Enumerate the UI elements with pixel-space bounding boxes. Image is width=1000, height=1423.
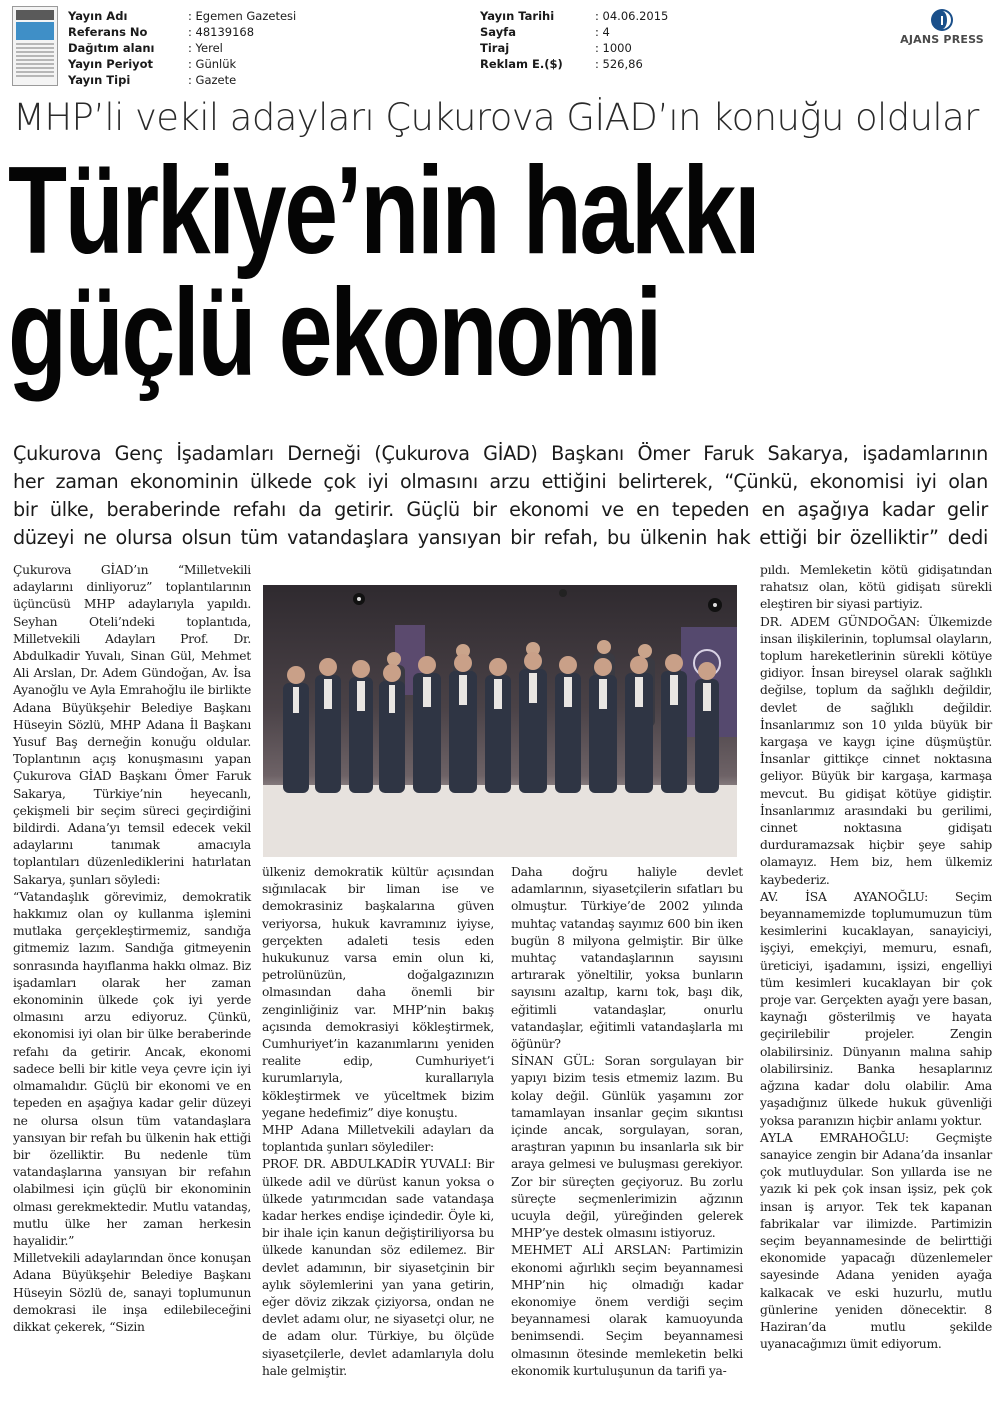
meta-label: Reklam E.($) xyxy=(480,57,563,71)
lead-line: bir ülke, beraberinde refahı da getirir. Güçlü bir ekonomi ve en tepeden en aşağıya kadar gelir xyxy=(13,498,988,521)
meta-value: : Günlük xyxy=(188,56,236,72)
meta-label: Yayın Tipi xyxy=(68,73,131,87)
body-paragraph: Çukurova GİAD’ın “Milletvekili adaylarını dinliyoruz” toplantılarının üçüncüsü MHP adaylarıyla yapıldı. Seyhan Oteli’ndeki toplantıda, Milletvekili Adayları Prof. Dr. Abdulkadir Yuvalı, Sinan Gül, Mehmet Ali Arslan, Dr. Adem Gündoğan, Av. İsa Ayanoğlu ve Ayla Emrahoğlu ile birlikte Adana Büyükşehir Belediye Başkanı Hüseyin Sözlü, MHP Adana İl Başkanı Yusuf Baş derneğin konuğu oldular. Toplantının açış konuşmasını yapan Çukurova GİAD Başkanı Ömer Faruk Sakarya, Türkiye’nin heyecanlı, çekişmeli bir seçim süreci geçirdiğini bildirdi. Adana’yı temsil edecek vekil adaylarını tanımak amacıyla toplantıları düzenlediklerini hatırlatan Sakarya, şunları söyledi: xyxy=(13,563,251,887)
body-paragraph: AV. İSA AYANOĞLU: Seçim beyannamemizde toplumumuzun tüm kesimlerini kucaklayan, sanayiciyi, işçiyi, emekçiyi, memuru, esnafı, üreticiyi, işadamını, işsizi, engelliyi tüm kesimleri kucaklayan bir çok proje var. Gerçekten ayağı yere basan, kaynağı gösterilmiş ve hayata geçirilebilir projeler. Zengin olabilirsiniz. Dünyanın malına sahip olabilirsiniz. Banka hesaplarınız ağzına kadar dolu olabilir. Ama yaşadığınız ülkede hukuk güvenliği yoksa paranızın hiçbir anlamı yoktur. xyxy=(760,889,992,1128)
meta-value: : Egemen Gazetesi xyxy=(188,8,296,24)
lead-line: Çukurova Genç İşadamları Derneği (Çukurova GİAD) Başkanı Ömer Faruk Sakarya, işadamlarının xyxy=(13,442,988,465)
body-paragraph: PROF. DR. ABDULKADİR YUVALI: Bir ülkede adil ve dürüst kanun yoksa o ülkede yatırımcıdan sade vatandaşa kadar herkes endişe içindedir. Öyle ki, bir ihale için kanun değiştiriliyorsa bu ülkede kanundan söz edilemez. Bir devlet adamının, bir siyasetçinin bir aylık söylemlerini yan yana getirin, eğer döviz zikzak çiziyorsa, ondan ne devlet adamı olur, ne siyasetçi olur, ne de adam olur. Türkiye, bu ölçüde siyasetçilerle, devlet adamlarıyla dolu hale gelmiştir. xyxy=(262,1157,494,1378)
article-kicker: MHP’li vekil adayları Çukurova GİAD’ın konuğu oldular xyxy=(13,96,979,139)
logo-brand-text: AJANS PRESS xyxy=(900,33,984,46)
headline-line-1: Türkiye’nin hakkı xyxy=(8,142,759,280)
headline-line-2: güçlü ekonomi xyxy=(8,264,661,402)
article-photo xyxy=(263,585,737,857)
lead-line: her zaman ekonominin ülkede çok iyi olmasını arzu ettiğini belirterek, “Çünkü, ekonomisi iyi olan xyxy=(13,470,988,493)
lead-line: düzeyi ne olursa olsun tüm vatandaşlara yansıyan bir refah, bu ülkenin hak ettiği bir özelliktir” dedi xyxy=(13,526,988,549)
meta-row-page xyxy=(480,24,668,40)
body-paragraph: pıldı. Memleketin kötü gidişatından rahatsız olan, kötü gidişatı sürekli eleştiren bir siyasi partiyiz. xyxy=(760,563,992,612)
page-thumbnail[interactable] xyxy=(12,6,58,86)
meta-row-period xyxy=(68,56,296,72)
meta-label: Sayfa xyxy=(480,25,516,39)
meta-label: Dağıtım alanı xyxy=(68,41,155,55)
body-column-4 xyxy=(760,562,992,1353)
metadata-right-column xyxy=(480,8,668,72)
meta-label: Referans No xyxy=(68,25,148,39)
body-column-2 xyxy=(262,864,494,1380)
ajans-press-logo xyxy=(892,8,992,52)
body-paragraph: ülkeniz demokratik kültür açısından sığınılacak bir liman ise ve demokrasiniz başkalarına güven veriyorsa, hukuk kavramınız iyiyse, gerçekten adaleti tesis eden hukukunuz varsa emin olun ki, petrolünüzün, doğalgazınızın olmasından daha önemli bir zenginliğiniz var. MHP’nin bakış açısında demokrasiyi kökleştirmek, Cumhuriyet’in kazanımlarını yeniden realite edip, Cumhuriyet’i kurumlarıyla, kurallarıyla kökleştirmek ve yüceltmek bizim yegane hedefimiz” diye konuştu. xyxy=(262,865,494,1120)
meta-label: Yayın Tarihi xyxy=(480,9,555,23)
body-paragraph: MHP Adana Milletvekili adayları da toplantıda şunları söylediler: xyxy=(262,1123,494,1155)
body-paragraph: SİNAN GÜL: Soran sorgulayan bir yapıyı bizim tesis etmemiz lazım. Bu kolay değil. Günlük yaşamını zor tamamlayan insanlar geçim sıkıntısı içinde ancak, sorgulayan, soran, araştıran yapının bu insanlarla sık bir araya gelmesi ve buluşması gerekiyor. Zor bir süreçten geçiyoruz. Bu zorlu süreçte seçmenlerimizin ağzının ucuyla değil, yüreğinden gelerek MHP’ye destek olmasını istiyoruz. xyxy=(511,1054,743,1241)
body-paragraph: AYLA EMRAHOĞLU: Geçmişte sanayice zengin bir Adana’da insanlar çok mutluydular. Son yıllarda ise ne yazık ki pek çok insan işsiz, pek çok insan iş arıyor. Tek tek kapanan fabrikalar var ilimizde. Partimizin seçim beyannamesinde de belirttiği ekonomide yapacağı düzenlemeler sayesinde Adana yeniden ayağa kalkacak ve eski huzurlu, mutlu günlerine yeniden dönecektir. 8 Haziran’da mutlu şekilde uyanacağımızı ümit ediyorum. xyxy=(760,1130,992,1352)
body-paragraph: Daha doğru haliyle devlet adamlarının, siyasetçilerin sıfatları bu olmuştur. Türkiye’de 2002 yılında muhtaç vatandaş sayımız 600 bin iken bugün 8 milyona gelmiştir. Bir ülke muhtaç vatandaşlarının sayısını artırarak yöneltilir, yoksa bunların sayısını azaltıp, karnı tok, başı dik, eğitimli vatandaşlar, onurlu vatandaşlar, eğitimli vatandaşlarla mı öğünür? xyxy=(511,865,743,1052)
meta-row-distribution xyxy=(68,40,296,56)
meta-value: : 04.06.2015 xyxy=(595,8,668,24)
article-headline xyxy=(8,142,772,402)
body-paragraph: DR. ADEM GÜNDOĞAN: Ülkemizde insan ilişkilerinin, toplumsal olayların, toplum hareketlerinin sürekli kötüye gidiyor. İnsan bireysel olarak sağlıklı değilse, toplum da sağlıklı değildir, devlet de sağlıklı değildir. İnsanlarımız son 10 yılda büyük bir kargaşa ve kaygı içine düşmüştür. İnsanlar gittikçe cinnet noktasına geliyor. Büyük bir kargaşa, karmaşa mevcut. Bu gidişat kötüye gidiştir. İnsanlarımız arasındaki bu gerilimi, cinnet noktasına gidişatı durduramazsak hiçbir şeye sahip olamayız. Hem biz, hem ülkemiz kaybederiz. xyxy=(760,614,992,887)
body-column-1 xyxy=(13,562,251,1336)
meta-row-date xyxy=(480,8,668,24)
meta-value: : 4 xyxy=(595,24,610,40)
body-paragraph: MEHMET ALİ ARSLAN: Partimizin ekonomi ağırlıklı seçim beyannamesi MHP’nin hiç olmadığı kadar ekonomiye önem verdiği seçim beyannamesi olarak kamuoyunda benimsendi. Seçim beyannamesi olmasının ötesinde memleketin belki ekonomik kurtuluşunun da tarifi ya- xyxy=(511,1243,743,1378)
meta-value: : 1000 xyxy=(595,40,632,56)
ajans-press-logo-icon xyxy=(930,8,954,32)
article-lead xyxy=(13,440,988,552)
meta-label: Tiraj xyxy=(480,41,510,55)
meta-value: : Gazete xyxy=(188,72,236,88)
meta-row-ad-value xyxy=(480,56,668,72)
meta-label: Yayın Periyot xyxy=(68,57,154,71)
meta-label: Yayın Adı xyxy=(68,9,128,23)
body-column-3 xyxy=(511,864,743,1380)
meta-row-circulation xyxy=(480,40,668,56)
body-paragraph: “Vatandaşlık görevimiz, demokratik hakkımız olan oy kullanma işlemini mutlaka gerçekleştirmemiz, sandığa gitmemiz lazım. Sandığa gitmeyenin sonrasında hayıflanma hakkı olmaz. Biz işadamları olarak her zaman ekonominin ülkede çok iyi yerde olmasını arzu ediyoruz. Çünkü, ekonomisi iyi olan bir ülke beraberinde refahı da getirir. Ancak, ekonomi sadece belli bir kitle veya çevre için iyi olmamalıdır. Güçlü bir ekonomi ve en tepeden en aşağıya kadar gelir düzeyi ne olursa olsun tüm vatandaşlara yansıyan bir refah bu ülkenin hak ettiği bir özelliktir. Bu nedenle tüm vatandaşlarına yansıyan bir refahın olabilmesi için güçlü bir ekonominin olması gerekmektedir. Mutlu vatandaş, mutlu ülke her zaman herkesin hayalidir.” xyxy=(13,889,251,1248)
body-paragraph: Milletvekili adaylarından önce konuşan Adana Büyükşehir Belediye Başkanı Hüseyin Sözlü de, sanayi toplumunun demokrasi ile inşa edilebileceğini dikkat çekerek, “Sizin xyxy=(13,1251,251,1334)
meta-row-reference xyxy=(68,24,296,40)
meta-row-publication xyxy=(68,8,296,24)
meta-value: : 526,86 xyxy=(595,56,643,72)
clipping-metadata-header xyxy=(0,0,1000,92)
meta-value: : Yerel xyxy=(188,40,223,56)
meta-value: : 48139168 xyxy=(188,24,254,40)
group-photo-illustration xyxy=(263,585,737,857)
metadata-left-column xyxy=(68,8,296,88)
meta-row-type xyxy=(68,72,296,88)
